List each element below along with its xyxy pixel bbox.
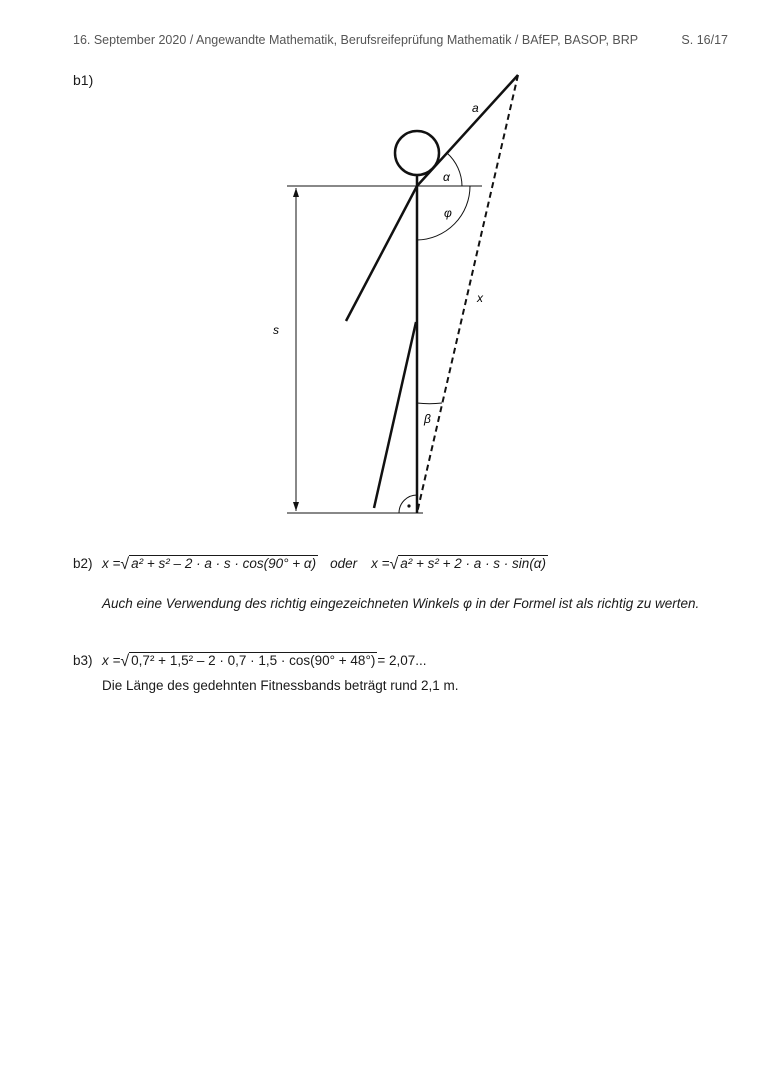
s-arrow-bottom <box>293 502 299 511</box>
label-s: s <box>273 323 279 337</box>
label-beta: β <box>424 412 431 426</box>
leg-line <box>374 322 416 508</box>
label-a: a <box>472 101 479 115</box>
b2-formula1-left: x = <box>102 556 121 572</box>
b3-formula-left: x = <box>102 653 121 669</box>
b2-formula1-body: a² + s² – 2 · a · s · cos(90° + α) <box>131 556 317 571</box>
b3-formula-row <box>73 652 427 670</box>
b2-formula2-left: x = <box>371 556 390 572</box>
b3-formula-root: √ 0,7² + 1,5² – 2 · 0,7 · 1,5 · cos(90° + 48°) <box>120 652 376 670</box>
arm-lower-line <box>346 186 417 321</box>
right-angle-dot <box>407 504 410 507</box>
b3-formula-result: = 2,07... <box>377 653 427 669</box>
b2-formula1-root: √ a² + s² – 2 · a · s · cos(90° + α) <box>120 555 317 573</box>
b2-formula2-root: √ a² + s² + 2 · a · s · sin(α) <box>389 555 547 573</box>
b2-formula-row <box>73 555 548 573</box>
s-arrow-top <box>293 188 299 197</box>
band-dashed-line <box>417 75 518 513</box>
b1-tag: b1) <box>73 72 94 88</box>
oder-text: oder <box>330 556 358 572</box>
page-number: S. 16/17 <box>681 33 728 47</box>
label-phi: φ <box>444 206 452 220</box>
b2-note: Auch eine Verwendung des richtig eingezeichneten Winkels φ in der Formel ist als richtig zu werten. <box>102 596 700 611</box>
label-alpha: α <box>443 170 450 184</box>
right-angle-arc <box>399 495 417 513</box>
b2-tag: b2) <box>73 556 93 572</box>
b3-answer-sentence: Die Länge des gedehnten Fitnessbands beträgt rund 2,1 m. <box>102 678 459 693</box>
b3-formula-body: 0,7² + 1,5² – 2 · 0,7 · 1,5 · cos(90° + 48°) <box>131 653 376 668</box>
b3-tag: b3) <box>73 653 93 669</box>
arm-upper-line <box>417 75 518 186</box>
label-x: x <box>477 291 483 305</box>
beta-arc <box>417 403 442 404</box>
header-left: 16. September 2020 / Angewandte Mathematik, Berufsreifeprüfung Mathematik / BAfEP, BASOP, BRP <box>73 33 639 47</box>
b2-formula2-body: a² + s² + 2 · a · s · sin(α) <box>400 556 547 571</box>
